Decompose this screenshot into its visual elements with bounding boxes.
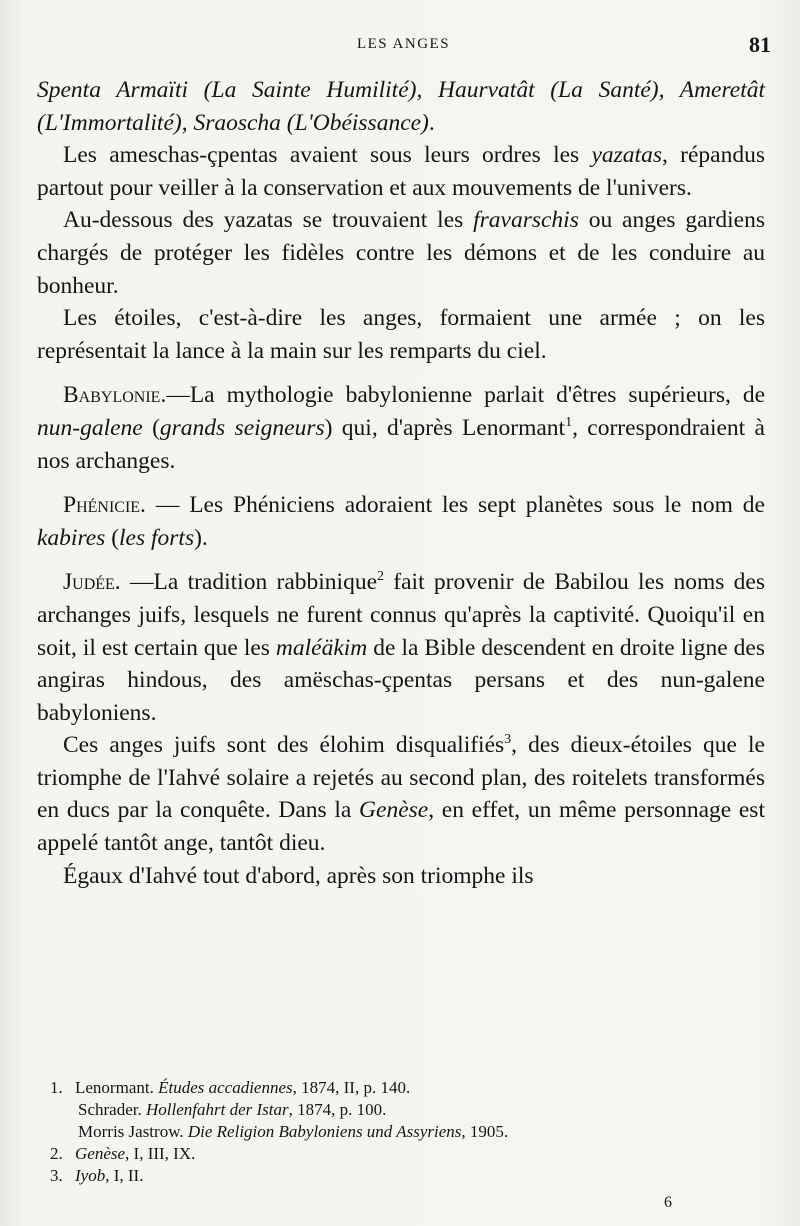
- paragraph: [37, 860, 765, 893]
- text-run: , 1905.: [461, 1122, 509, 1141]
- text-run: Au-dessous des yazatas se trouvaient les: [63, 207, 474, 234]
- italic-run: nun-galene: [37, 414, 143, 441]
- section-heading: Judée.: [63, 569, 121, 596]
- text-run: , I, III, IX.: [125, 1144, 196, 1163]
- footnote-ref: 1: [565, 415, 573, 431]
- section-heading: Babylonie.: [63, 382, 167, 409]
- section-babylonie: [37, 379, 765, 477]
- text-run: Lenormant.: [75, 1078, 159, 1097]
- italic-run: kabires: [37, 524, 106, 551]
- text-run: ).: [194, 524, 208, 551]
- footnote: [50, 1143, 750, 1165]
- page-header: [36, 30, 771, 64]
- text-run: Schrader.: [78, 1100, 146, 1119]
- italic-run: Études accadiennes: [158, 1078, 293, 1097]
- text-run: , I, II.: [105, 1166, 144, 1185]
- text-run: , en effet, un même personnage est appelé tantôt ange, tantôt dieu.: [37, 797, 765, 857]
- paragraph: [37, 139, 765, 204]
- footnote: [50, 1165, 750, 1187]
- text-run: , 1874, II, p. 140.: [292, 1078, 411, 1097]
- footnote: [50, 1077, 750, 1099]
- section-judee: [37, 566, 765, 729]
- italic-run: Iyob: [75, 1166, 106, 1185]
- text-run: Ces anges juifs sont des élohim disqualifiés: [63, 732, 505, 759]
- page-number: 81: [749, 32, 771, 57]
- text-run: ou anges gardiens chargés de protéger les fidèles contre les démons et de les conduire au bonheur.: [37, 207, 765, 299]
- signature-mark: 6: [664, 1194, 672, 1211]
- italic-run: Spenta Armaïti (La Sainte Humilité), Haurvatât (La Santé), Ameretât (L'Immortalité), Sraoscha (L'Obéissance): [37, 77, 765, 136]
- text-run: de la Bible descendent en droite ligne des angiras hindous, des amëschas-çpentas persans et des nun-galene babyloniens.: [37, 634, 766, 726]
- italic-run: yazatas: [591, 142, 662, 169]
- section-phenicie: [37, 489, 765, 554]
- footnote-ref: 2: [377, 569, 384, 585]
- text-run: —La mythologie babylonienne parlait d'êtres supérieurs, de: [166, 382, 765, 409]
- italic-run: fravarschis: [473, 207, 579, 234]
- footnote-ref: 3: [504, 732, 512, 748]
- text-run: , des dieux-étoiles que le triomphe de l'Iahvé solaire a rejetés au second plan, des roitelets transformés en ducs par la conquête. Dans la: [37, 732, 765, 824]
- text-run: (: [105, 524, 120, 551]
- paragraph: [37, 729, 765, 859]
- paragraph: [37, 302, 765, 367]
- italic-run: maléäkim: [275, 634, 368, 661]
- text-run: , répandus partout pour veiller à la conservation et aux mouvements de l'univers.: [37, 142, 765, 201]
- text-run: , 1874, p. 100.: [288, 1100, 387, 1119]
- text-run: — Les Phéniciens adoraient les sept planètes sous le nom de: [145, 492, 765, 519]
- italic-run: Die Religion Babyloniens und Assyriens: [187, 1122, 462, 1141]
- footnotes: [50, 1077, 750, 1187]
- italic-run: Hollenfahrt der Istar: [145, 1100, 289, 1119]
- section-heading: Phénicie.: [63, 492, 146, 519]
- text-run: (: [142, 414, 160, 441]
- text-run: fait provenir de Babilou les noms des archanges juifs, lesquels ne furent connus qu'après la captivité. Quoiqu'il en soit, il est certain que les: [37, 569, 765, 661]
- text-run: —La tradition rabbinique: [120, 569, 377, 596]
- footnote-number: 2.: [50, 1144, 63, 1163]
- text-run: Les étoiles, c'est-à-dire les anges, formaient une armée ; on les représentait la lance à la main sur les remparts du ciel.: [37, 305, 765, 364]
- footnote-continuation: [50, 1099, 750, 1121]
- text-run: Morris Jastrow.: [78, 1122, 188, 1141]
- text-run: , correspondraient à nos archanges.: [37, 414, 765, 474]
- text-run: Les ameschas-çpentas avaient sous leurs ordres les: [63, 142, 592, 169]
- paragraph: [37, 204, 765, 302]
- footnote-continuation: [50, 1121, 750, 1143]
- body-text: [37, 74, 765, 892]
- text-run: Égaux d'Iahvé tout d'abord, après son triomphe ils: [63, 862, 534, 889]
- text-run: .: [428, 109, 435, 136]
- italic-run: grands seigneurs: [159, 414, 325, 441]
- footnote-number: 1.: [50, 1078, 63, 1097]
- italic-run: Genèse: [359, 797, 429, 824]
- footnote-number: 3.: [50, 1166, 63, 1185]
- paragraph: [37, 74, 765, 139]
- italic-run: Genèse: [75, 1144, 126, 1163]
- italic-run: les forts: [119, 524, 195, 551]
- text-run: ) qui, d'après Lenormant: [324, 414, 566, 441]
- running-head: LES ANGES: [356, 36, 451, 52]
